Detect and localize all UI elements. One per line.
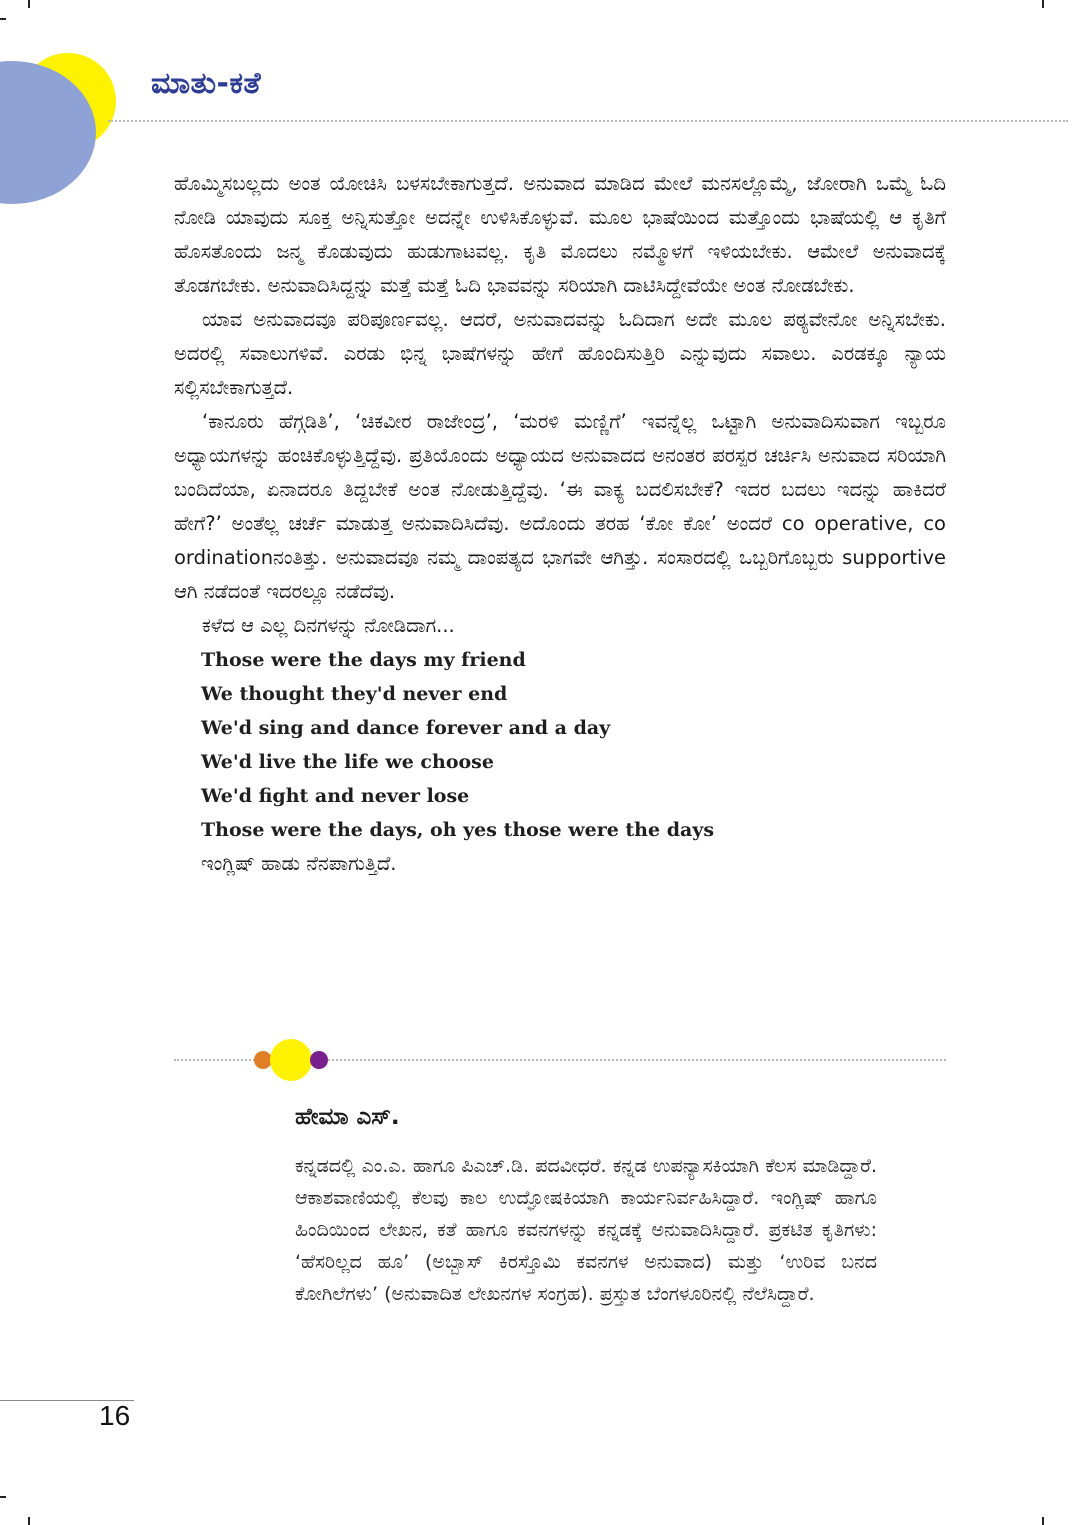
decorative-purple-dot xyxy=(310,1051,328,1069)
song-line: Those were the days my friend xyxy=(201,649,526,671)
song-intro: ಕಳೆದ ಆ ಎಲ್ಲ ದಿನಗಳನ್ನು ನೋಡಿದಾಗ... xyxy=(202,614,455,637)
song-line: We'd sing and dance forever and a day xyxy=(201,717,611,739)
crop-mark-bottom-right xyxy=(1042,1517,1044,1525)
song-line: We thought they'd never end xyxy=(201,683,508,705)
separator-dotted-rule-right xyxy=(328,1059,946,1061)
song-line: We'd live the life we choose xyxy=(201,751,494,773)
separator-dotted-rule-left xyxy=(174,1059,262,1061)
article-paragraph: ‘ಕಾನೂರು ಹೆಗ್ಗಡಿತಿ’, ‘ಚಿಕವೀರ ರಾಜೇಂದ್ರ’, ‘ಮರಳಿ ಮಣ್ಣಿಗೆ’ ಇವನ್ನೆಲ್ಲ ಒಟ್ಟಾಗಿ ಅನುವಾದಿಸುವಾಗ ಇಬ್ಬರೂ ಅಧ್ಯಾಯಗಳನ್ನು ಹಂಚಿಕೊಳ್ಳುತ್ತಿದ್ದೆವು. ಪ್ರತಿಯೊಂದು ಅಧ್ಯಾಯದ ಅನುವಾದದ ಅನಂತರ ಪರಸ್ಪರ ಚರ್ಚಿಸಿ ಅನುವಾದ ಸರಿಯಾಗಿ ಬಂದಿದೆಯಾ, ಏನಾದರೂ ತಿದ್ದಬೇಕೆ ಅಂತ ನೋಡುತ್ತಿದ್ದೆವು. ‘ಈ ವಾಕ್ಯ ಬದಲಿಸಬೇಕೆ? ಇದರ ಬದಲು ಇದನ್ನು ಹಾಕಿದರೆ ಹೇಗೆ?’ ಅಂತೆಲ್ಲ ಚರ್ಚೆ ಮಾಡುತ್ತ ಅನುವಾದಿಸಿದೆವು. ಅದೊಂದು ತರಹ ‘ಕೋ ಕೋ’ ಅಂದರೆ co operative, co ordinationನಂತಿತ್ತು. ಅನುವಾದವೂ ನಮ್ಮ ದಾಂಪತ್ಯದ ಭಾಗವೇ ಆಗಿತ್ತು. ಸಂಸಾರದಲ್ಲಿ ಒಬ್ಬರಿಗೊಬ್ಬರು supportive ಆಗಿ ನಡೆದಂತೆ ಇದರಲ್ಲೂ ನಡೆದೆವು. xyxy=(174,410,946,603)
article-paragraph: ಯಾವ ಅನುವಾದವೂ ಪರಿಪೂರ್ಣವಲ್ಲ. ಆದರೆ, ಅನುವಾದವನ್ನು ಓದಿದಾಗ ಅದೇ ಮೂಲ ಪಠ್ಯವೇನೋ ಅನ್ನಿಸಬೇಕು. ಅದರಲ್ಲಿ ಸವಾಲುಗಳಿವೆ. ಎರಡು ಭಿನ್ನ ಭಾಷೆಗಳನ್ನು ಹೇಗೆ ಹೊಂದಿಸುತ್ತಿರಿ ಎನ್ನುವುದು ಸವಾಲು. ಎರಡಕ್ಕೂ ನ್ಯಾಯ ಸಲ್ಲಿಸಬೇಕಾಗುತ್ತದೆ. xyxy=(174,308,946,399)
page-number: 16 xyxy=(99,1400,131,1431)
author-bio: ಕನ್ನಡದಲ್ಲಿ ಎಂ.ಎ. ಹಾಗೂ ಪಿಎಚ್.ಡಿ. ಪದವೀಧರೆ. ಕನ್ನಡ ಉಪನ್ಯಾಸಕಿಯಾಗಿ ಕೆಲಸ ಮಾಡಿದ್ದಾರೆ. ಆಕಾಶವಾಣಿಯಲ್ಲಿ ಕೆಲವು ಕಾಲ ಉದ್ಘೋಷಕಿಯಾಗಿ ಕಾರ್ಯನಿರ್ವಹಿಸಿದ್ದಾರೆ. ಇಂಗ್ಲಿಷ್ ಹಾಗೂ ಹಿಂದಿಯಿಂದ ಲೇಖನ, ಕತೆ ಹಾಗೂ ಕವನಗಳನ್ನು ಕನ್ನಡಕ್ಕೆ ಅನುವಾದಿಸಿದ್ದಾರೆ. ಪ್ರಕಟಿತ ಕೃತಿಗಳು: ‘ಹೆಸರಿಲ್ಲದ ಹೂ’ (ಅಬ್ಬಾಸ್ ಕಿರಸ್ತೊಮಿ ಕವನಗಳ ಅನುವಾದ) ಮತ್ತು ‘ಉರಿವ ಬನದ ಕೋಗಿಲೆಗಳು’ (ಅನುವಾದಿತ ಲೇಖನಗಳ ಸಂಗ್ರಹ). ಪ್ರಸ್ತುತ ಬೆಂಗಳೂರಿನಲ್ಲಿ ನೆಲೆಸಿದ್ದಾರೆ. xyxy=(295,1155,877,1305)
section-title: ಮಾತು-ಕತೆ xyxy=(151,66,262,101)
crop-mark-top-left xyxy=(28,0,30,8)
article-body xyxy=(174,167,946,881)
crop-mark-left-top xyxy=(0,18,6,20)
crop-mark-left-bottom xyxy=(0,1496,6,1498)
header-dotted-rule xyxy=(108,120,1068,122)
decorative-yellow-dot xyxy=(270,1039,312,1081)
song-line: Those were the days, oh yes those were the days xyxy=(201,819,715,841)
author-name: ಹೇಮಾ ಎಸ್. xyxy=(295,1104,400,1130)
song-outro: ಇಂಗ್ಲಿಷ್ ಹಾಡು ನೆನಪಾಗುತ್ತಿದೆ. xyxy=(201,852,397,875)
article-paragraph: ಹೊಮ್ಮಿಸಬಲ್ಲದು ಅಂತ ಯೋಚಿಸಿ ಬಳಸಬೇಕಾಗುತ್ತದೆ. ಅನುವಾದ ಮಾಡಿದ ಮೇಲೆ ಮನಸಲ್ಲೊಮ್ಮೆ, ಜೋರಾಗಿ ಒಮ್ಮೆ ಓದಿ ನೋಡಿ ಯಾವುದು ಸೂಕ್ತ ಅನ್ನಿಸುತ್ತೋ ಅದನ್ನೇ ಉಳಿಸಿಕೊಳ್ಳುವೆ. ಮೂಲ ಭಾಷೆಯಿಂದ ಮತ್ತೊಂದು ಭಾಷೆಯಲ್ಲಿ ಆ ಕೃತಿಗೆ ಹೊಸತೊಂದು ಜನ್ಮ ಕೊಡುವುದು ಹುಡುಗಾಟವಲ್ಲ. ಕೃತಿ ಮೊದಲು ನಮ್ಮೊಳಗೆ ಇಳಿಯಬೇಕು. ಆಮೇಲೆ ಅನುವಾದಕ್ಕೆ ತೊಡಗಬೇಕು. ಅನುವಾದಿಸಿದ್ದನ್ನು ಮತ್ತೆ ಮತ್ತೆ ಓದಿ ಭಾವವನ್ನು ಸರಿಯಾಗಿ ದಾಟಿಸಿದ್ದೇವೆಯೇ ಅಂತ ನೋಡಬೇಕು. xyxy=(174,172,946,297)
crop-mark-top-right xyxy=(1042,0,1044,8)
crop-mark-bottom-left xyxy=(28,1517,30,1525)
song-lyrics xyxy=(174,643,946,847)
song-line: We'd fight and never lose xyxy=(201,785,470,807)
